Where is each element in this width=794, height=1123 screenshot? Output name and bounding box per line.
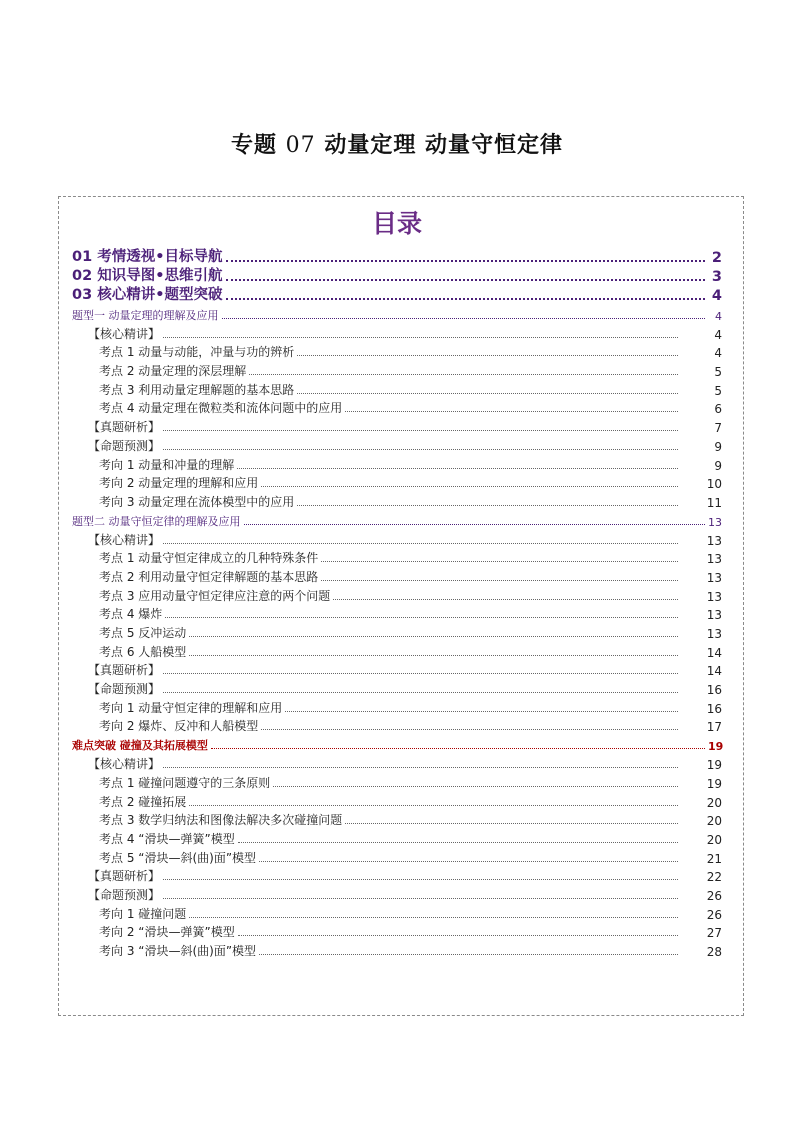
toc-entry-page: 17 [706, 720, 722, 735]
toc-leader-dots [261, 728, 678, 730]
toc-entry-label: 考点 3 应用动量守恒定律应注意的两个问题 [99, 588, 331, 603]
toc-entry-label: 考点 3 利用动量定理解题的基本思路 [99, 382, 295, 397]
toc-leader-dots [163, 766, 678, 768]
toc-leader-dots [189, 654, 678, 656]
toc-entry-label: 【核心精讲】 [88, 532, 161, 547]
title-number: 07 [285, 133, 316, 158]
toc-entry-label: 考点 2 利用动量守恒定律解题的基本思路 [99, 569, 319, 584]
toc-entry-page: 13 [706, 552, 722, 567]
toc-entry-label: 题型二 动量守恒定律的理解及应用 [72, 514, 241, 528]
toc-entry-page: 26 [706, 888, 722, 903]
toc-entry[interactable] [72, 678, 722, 697]
toc-entry-label: 考向 2 动量定理的理解和应用 [99, 476, 259, 491]
toc-entry[interactable] [72, 847, 722, 866]
toc-leader-dots [163, 429, 678, 431]
toc-entry[interactable] [72, 435, 722, 454]
toc-entry-page: 19 [706, 776, 722, 791]
toc-entry[interactable] [72, 903, 722, 922]
toc-entry-page: 21 [706, 851, 722, 866]
toc-leader-dots [163, 448, 678, 450]
toc-entry-label: 考点 2 碰撞拓展 [99, 794, 187, 809]
toc-entry-page: 13 [706, 533, 722, 548]
toc-entry-label: 【核心精讲】 [88, 757, 161, 772]
toc-entry[interactable] [72, 772, 722, 791]
toc-entry-label: 考点 3 数学归纳法和图像法解决多次碰撞问题 [99, 813, 343, 828]
toc-entry-page: 10 [706, 477, 722, 492]
toc-entry-label: 【真题研析】 [88, 663, 161, 678]
toc-entry-label: 考向 2 “滑块—弹簧”模型 [99, 925, 235, 940]
toc-entry[interactable] [72, 323, 722, 342]
toc-entry-label: 考向 1 动量和冲量的理解 [99, 457, 235, 472]
toc-leader-dots [163, 672, 678, 674]
toc-leader-dots [321, 579, 678, 581]
toc-entry[interactable] [72, 342, 722, 361]
toc-entry[interactable] [72, 697, 722, 716]
toc-entry-label: 考向 1 碰撞问题 [99, 906, 187, 921]
toc-leader-dots [297, 354, 678, 356]
toc-entry[interactable] [72, 566, 722, 585]
toc-entry-label: 【命题预测】 [88, 682, 161, 697]
toc-leader-dots [189, 916, 678, 918]
toc-entry[interactable] [72, 585, 722, 604]
toc-leader-dots [345, 822, 678, 824]
toc-leader-dots [165, 616, 678, 618]
toc-entry-page: 13 [706, 627, 722, 641]
toc-entry-label: 【真题研析】 [88, 869, 161, 884]
toc-entry-page: 7 [714, 421, 722, 436]
toc-entry-page: 14 [706, 664, 722, 679]
toc-entry[interactable] [72, 866, 722, 885]
toc-leader-dots [163, 336, 678, 338]
toc-entry[interactable] [72, 828, 722, 847]
toc-entry-page: 4 [715, 310, 722, 323]
toc-entry[interactable] [72, 734, 722, 753]
toc-leader-dots [189, 804, 678, 806]
toc-entry[interactable] [72, 285, 722, 304]
toc-entry-page: 22 [706, 870, 722, 885]
toc-entry-page: 11 [706, 495, 722, 510]
toc-entry-page: 5 [714, 365, 722, 380]
toc-entry-label: 考点 4 爆炸 [99, 607, 163, 622]
table-of-contents [72, 247, 722, 959]
toc-entry[interactable] [72, 304, 722, 323]
toc-entry-page: 14 [706, 645, 722, 660]
toc-entry[interactable] [72, 416, 722, 435]
toc-entry-page: 13 [708, 515, 722, 529]
toc-entry[interactable] [72, 548, 722, 567]
toc-entry-label: 考点 1 动量与动能，冲量与功的辨析 [99, 345, 295, 360]
toc-entry-label: 【命题预测】 [88, 438, 161, 453]
toc-entry[interactable] [72, 791, 722, 810]
toc-entry[interactable] [72, 641, 722, 660]
toc-entry[interactable] [72, 753, 722, 772]
toc-entry[interactable] [72, 622, 722, 641]
toc-entry-page: 20 [706, 795, 722, 810]
title-prefix: 专题 [230, 133, 277, 158]
toc-entry[interactable] [72, 884, 722, 903]
toc-entry[interactable] [72, 491, 722, 510]
toc-entry-label: 题型一 动量定理的理解及应用 [72, 309, 219, 322]
toc-leader-dots [222, 317, 706, 319]
toc-leader-dots [249, 373, 678, 375]
toc-leader-dots [297, 392, 678, 394]
toc-entry-label: 考点 4 动量定理在微粒类和流体问题中的应用 [99, 401, 343, 416]
toc-entry-page: 16 [706, 701, 722, 716]
toc-entry-label: 01 考情透视•目标导航 [72, 249, 223, 265]
page-title [0, 128, 794, 159]
toc-entry-page: 26 [706, 907, 722, 922]
toc-entry-page: 13 [706, 608, 722, 623]
toc-entry[interactable] [72, 398, 722, 417]
toc-entry-label: 考向 1 动量守恒定律的理解和应用 [99, 700, 283, 715]
toc-leader-dots [226, 278, 706, 281]
toc-entry-page: 2 [711, 250, 722, 266]
toc-entry-label: 考点 6 人船模型 [99, 644, 187, 659]
toc-leader-dots [163, 878, 678, 880]
toc-leader-dots [321, 560, 678, 562]
toc-entry[interactable] [72, 810, 722, 829]
toc-entry-label: 考点 5 “滑块—斜(曲)面”模型 [99, 850, 257, 865]
toc-entry[interactable] [72, 660, 722, 679]
toc-entry-label: 考向 2 爆炸、反冲和人船模型 [99, 719, 259, 734]
toc-entry[interactable] [72, 510, 722, 529]
toc-entry[interactable] [72, 473, 722, 492]
toc-leader-dots [345, 410, 678, 412]
toc-entry-page: 27 [706, 926, 722, 941]
toc-entry[interactable] [72, 360, 722, 379]
toc-leader-dots [297, 504, 678, 506]
toc-leader-dots [285, 710, 678, 712]
toc-entry-page: 3 [711, 269, 722, 285]
toc-entry-label: 【真题研析】 [88, 420, 161, 435]
toc-heading: 目录 [371, 209, 422, 238]
toc-entry-label: 【核心精讲】 [88, 326, 161, 341]
toc-entry-page: 13 [706, 570, 722, 585]
toc-entry[interactable] [72, 604, 722, 623]
toc-leader-dots [333, 598, 678, 600]
toc-leader-dots [261, 485, 678, 487]
toc-leader-dots [238, 841, 678, 843]
toc-entry-page: 6 [714, 402, 722, 417]
toc-entry[interactable] [72, 454, 722, 473]
toc-leader-dots [226, 259, 706, 262]
toc-leader-dots [244, 523, 706, 525]
toc-entry-label: 考点 1 动量守恒定律成立的几种特殊条件 [99, 551, 319, 566]
toc-entry[interactable] [72, 922, 722, 941]
toc-entry-page: 28 [706, 945, 722, 959]
toc-entry-label: 考点 5 反冲运动 [99, 626, 187, 640]
toc-leader-dots [189, 635, 678, 637]
toc-entry-label: 考点 4 “滑块—弹簧”模型 [99, 831, 235, 846]
toc-entry-page: 4 [711, 288, 722, 304]
toc-entry[interactable] [72, 529, 722, 548]
toc-entry[interactable] [72, 940, 722, 959]
toc-entry-page: 20 [706, 814, 722, 829]
toc-entry-page: 9 [714, 439, 722, 454]
toc-leader-dots [163, 542, 678, 544]
toc-leader-dots [211, 747, 705, 749]
toc-entry-label: 考点 2 动量定理的深层理解 [99, 364, 247, 379]
toc-leader-dots [237, 467, 678, 469]
toc-entry[interactable] [72, 716, 722, 735]
toc-entry-page: 4 [714, 346, 722, 361]
toc-entry-page: 20 [706, 832, 722, 847]
toc-entry-page: 16 [706, 683, 722, 698]
toc-entry-page: 4 [714, 327, 722, 342]
toc-entry-label: 03 核心精讲•题型突破 [72, 287, 223, 303]
toc-entry-label: 【命题预测】 [88, 887, 161, 902]
toc-entry-label: 考点 1 碰撞问题遵守的三条原则 [99, 775, 271, 790]
toc-leader-dots [273, 785, 678, 787]
toc-leader-dots [163, 897, 678, 899]
toc-entry-label: 考向 3 动量定理在流体模型中的应用 [99, 494, 295, 509]
toc-entry-label: 考向 3 “滑块—斜(曲)面”模型 [99, 944, 257, 958]
toc-entry-page: 19 [708, 740, 724, 754]
toc-entry-page: 9 [714, 458, 722, 473]
toc-entry-page: 13 [706, 589, 722, 604]
toc-leader-dots [163, 691, 678, 693]
toc-entry-label: 难点突破 碰撞及其拓展模型 [72, 739, 208, 753]
toc-entry-page: 19 [706, 758, 722, 773]
toc-entry[interactable] [72, 379, 722, 398]
title-rest: 动量定理 动量守恒定律 [324, 133, 564, 158]
toc-entry-page: 5 [714, 383, 722, 398]
toc-entry-label: 02 知识导图•思维引航 [72, 268, 223, 284]
toc-leader-dots [238, 934, 678, 936]
toc-leader-dots [259, 860, 678, 862]
toc-leader-dots [259, 953, 678, 955]
toc-leader-dots [226, 297, 706, 300]
